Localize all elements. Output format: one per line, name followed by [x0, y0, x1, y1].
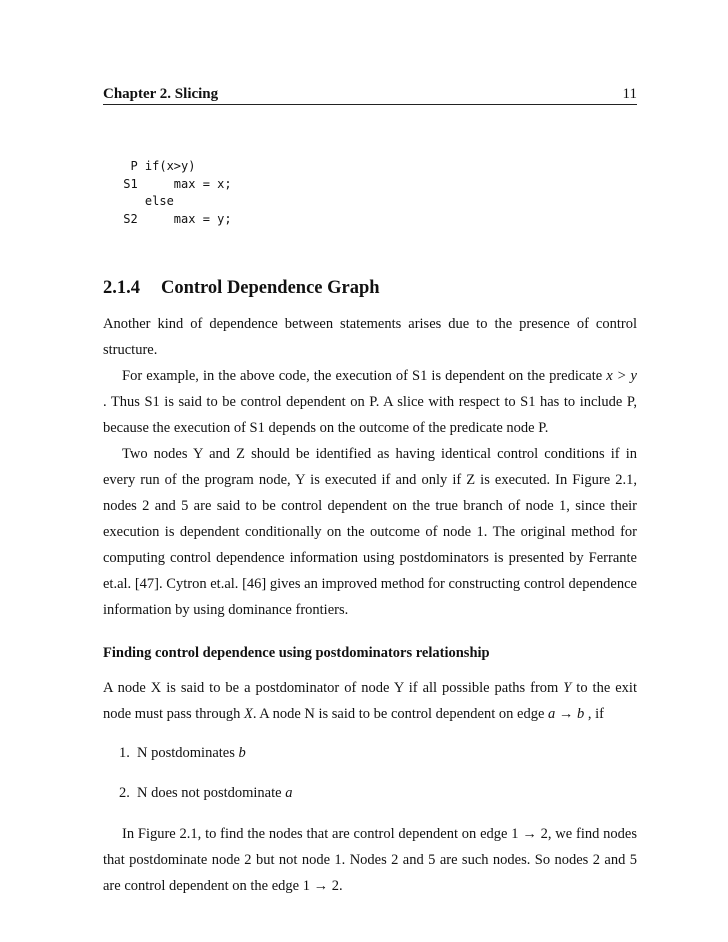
page-number: 11 — [622, 86, 637, 102]
section-title: Control Dependence Graph — [161, 278, 380, 298]
code-line: else — [116, 194, 174, 208]
paragraph-4-text-a: A node X is said to be a postdominator of node Y if all possible paths from — [103, 680, 564, 696]
list-text: N does not postdominate — [137, 785, 286, 801]
paragraph-4-text-b: to the exit node must pass through — [103, 680, 637, 722]
section-heading — [103, 278, 380, 299]
code-line: S2 max = y; — [116, 211, 232, 226]
section-number: 2.1.4 — [103, 278, 140, 298]
subheading: Finding control dependence using postdominators relationship — [103, 645, 490, 661]
list-item — [119, 785, 292, 802]
code-line: P if(x>y) — [116, 159, 196, 173]
list-number: 2. — [119, 785, 130, 801]
chapter-title: Chapter 2. Slicing — [103, 86, 219, 102]
paragraph-4-text-d: , if — [584, 706, 604, 722]
code-line: S1 max = x; — [116, 176, 232, 191]
list-text: N postdominates — [137, 745, 239, 761]
paragraph-2 — [103, 363, 637, 441]
paragraph-4 — [103, 675, 637, 727]
var-y: Y — [563, 680, 572, 696]
paragraph-1: Another kind of dependence between statements arises due to the presence of control structure. — [103, 316, 637, 358]
list-item — [119, 745, 246, 762]
paragraph-2-text-b: . Thus S1 is said to be control dependent on P. A slice with respect to S1 has to include P, because the execution of S1 depends on the outcome of the predicate node P. — [103, 394, 637, 436]
list-var: a — [285, 785, 293, 801]
paragraph-4-text-c: . A node N is said to be control dependent on edge — [252, 706, 549, 722]
code-listing — [116, 158, 232, 228]
paragraph-2-text-a: For example, in the above code, the execution of S1 is dependent on the predicate — [122, 368, 607, 384]
predicate-math: x > y — [606, 368, 637, 384]
header-rule — [103, 104, 637, 105]
list-var: b — [238, 745, 246, 761]
paragraph-5: In Figure 2.1, to find the nodes that are control dependent on edge 1 → 2, we find nodes that postdominate node 2 but not node 1. Nodes 2 and 5 are such nodes. So nodes 2 and 5 are control dependent on the edge 1 → 2. — [103, 826, 637, 894]
list-number: 1. — [119, 745, 130, 761]
paragraph-3: Two nodes Y and Z should be identified as having identical control conditions if in every run of the program node, Y is executed if and only if Z is executed. In Figure 2.1, nodes 2 and 5 are said to be control dependent on the true branch of node 1, since their execution is dependent conditionally on the outcome of node 1. The original method for computing control dependence information using postdominators is presented by Ferrante et.al. [47]. Cytron et.al. [46] gives an improved method for constructing control dependence information by using dominance frontiers. — [103, 446, 637, 618]
edge-math: a → b — [548, 706, 585, 722]
var-x: X — [243, 706, 253, 722]
